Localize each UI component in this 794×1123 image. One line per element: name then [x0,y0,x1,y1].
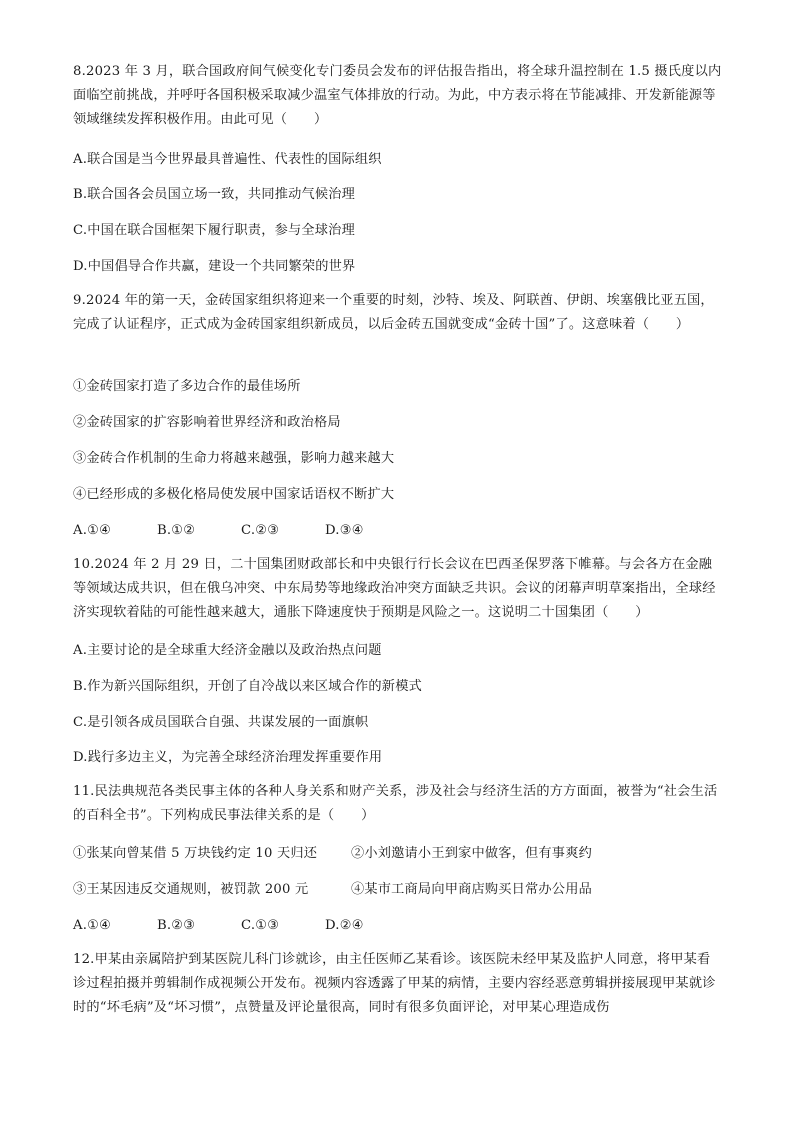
question-9-statement-1: ①金砖国家打造了多边合作的最佳场所 [73,379,301,394]
question-10-option-a[interactable]: A.主要讨论的是全球重大经济金融以及政治热点问题 [73,643,382,658]
question-9-options [73,521,364,541]
question-11-option-b[interactable]: B.②③ [157,918,196,933]
question-11-statements-row-2 [73,880,592,900]
question-11-option-a[interactable]: A.①④ [73,918,112,933]
question-11-stem: 11.民法典规范各类民事主体的各种人身关系和财产关系，涉及社会与经济生活的方方面面，被誉为“社会生活的百科全书”。下列构成民事法律关系的是（ ） [73,784,718,823]
question-9-statement-2: ②金砖国家的扩容影响着世界经济和政治格局 [73,415,341,430]
question-11-statement-3: ③王某因违反交通规则，被罚款 200 元 [73,882,309,897]
question-8-option-c[interactable]: C.中国在联合国框架下履行职责，参与全球治理 [73,223,355,238]
question-11-statements-row-1 [73,844,592,864]
question-8-option-a[interactable]: A.联合国是当今世界最具普遍性、代表性的国际组织 [73,152,382,167]
question-11-option-c[interactable]: C.①③ [241,918,280,933]
question-9-statement-4: ④已经形成的多极化格局使发展中国家话语权不断扩大 [73,487,395,502]
question-9-option-c[interactable]: C.②③ [241,523,280,538]
question-11-statement-2: ②小刘邀请小王到家中做客，但有事爽约 [351,846,592,861]
question-8-stem: 8.2023 年 3 月，联合国政府间气候变化专门委员会发布的评估报告指出，将全球升温控制在 1.5 摄氏度以内面临空前挑战，并呼吁各国积极采取减少温室气体排放的行动。为此，中方表示将在节能减排、开发新能源等领域继续发挥积极作用。由此可见（ ） [73,64,722,127]
question-9-statement-3: ③金砖合作机制的生命力将越来越强，影响力越来越大 [73,451,395,466]
question-9-stem: 9.2024 年的第一天，金砖国家组织将迎来一个重要的时刻，沙特、埃及、阿联酋、伊朗、埃塞俄比亚五国，完成了认证程序，正式成为金砖国家组织新成员，以后金砖五国就变成“金砖十国”了。这意味着（ ） [73,293,714,332]
question-11-statement-4: ④某市工商局向甲商店购买日常办公用品 [351,882,592,897]
question-11-option-d[interactable]: D.②④ [325,918,364,933]
question-10-option-c[interactable]: C.是引领各成员国联合自强、共谋发展的一面旗帜 [73,715,369,730]
question-8-option-b[interactable]: B.联合国各会员国立场一致，共同推动气候治理 [73,187,356,202]
question-9-option-a[interactable]: A.①④ [73,523,112,538]
question-9-option-b[interactable]: B.①② [157,523,196,538]
question-10-option-b[interactable]: B.作为新兴国际组织，开创了自冷战以来区域合作的新模式 [73,679,422,694]
question-11-options [73,916,364,936]
question-9-option-d[interactable]: D.③④ [325,523,364,538]
question-11-statement-1: ①张某向曾某借 5 万块钱约定 10 天归还 [73,846,318,861]
question-10-option-d[interactable]: D.践行多边主义，为完善全球经济治理发挥重要作用 [73,750,383,765]
question-10-stem: 10.2024 年 2 月 29 日，二十国集团财政部长和中央银行行长会议在巴西圣保罗落下帷幕。与会各方在金融等领域达成共识，但在俄乌冲突、中东局势等地缘政治冲突方面缺乏共识。会议的闭幕声明草案指出，全球经济实现软着陆的可能性越来越大，通胀下降速度快于预期是风险之一。这说明二十国集团（ ） [73,557,716,620]
question-12-stem: 12.甲某由亲属陪护到某医院儿科门诊就诊，由主任医师乙某看诊。该医院未经甲某及监护人同意，将甲某看诊过程拍摄并剪辑制作成视频公开发布。视频内容透露了甲某的病情，主要内容经恶意剪辑拼接展现甲某就诊时的“坏毛病”及“坏习惯”，点赞量及评论量很高，同时有很多负面评论，对甲某心理造成伤 [73,952,716,1015]
question-8-option-d[interactable]: D.中国倡导合作共赢，建设一个共同繁荣的世界 [73,259,356,274]
